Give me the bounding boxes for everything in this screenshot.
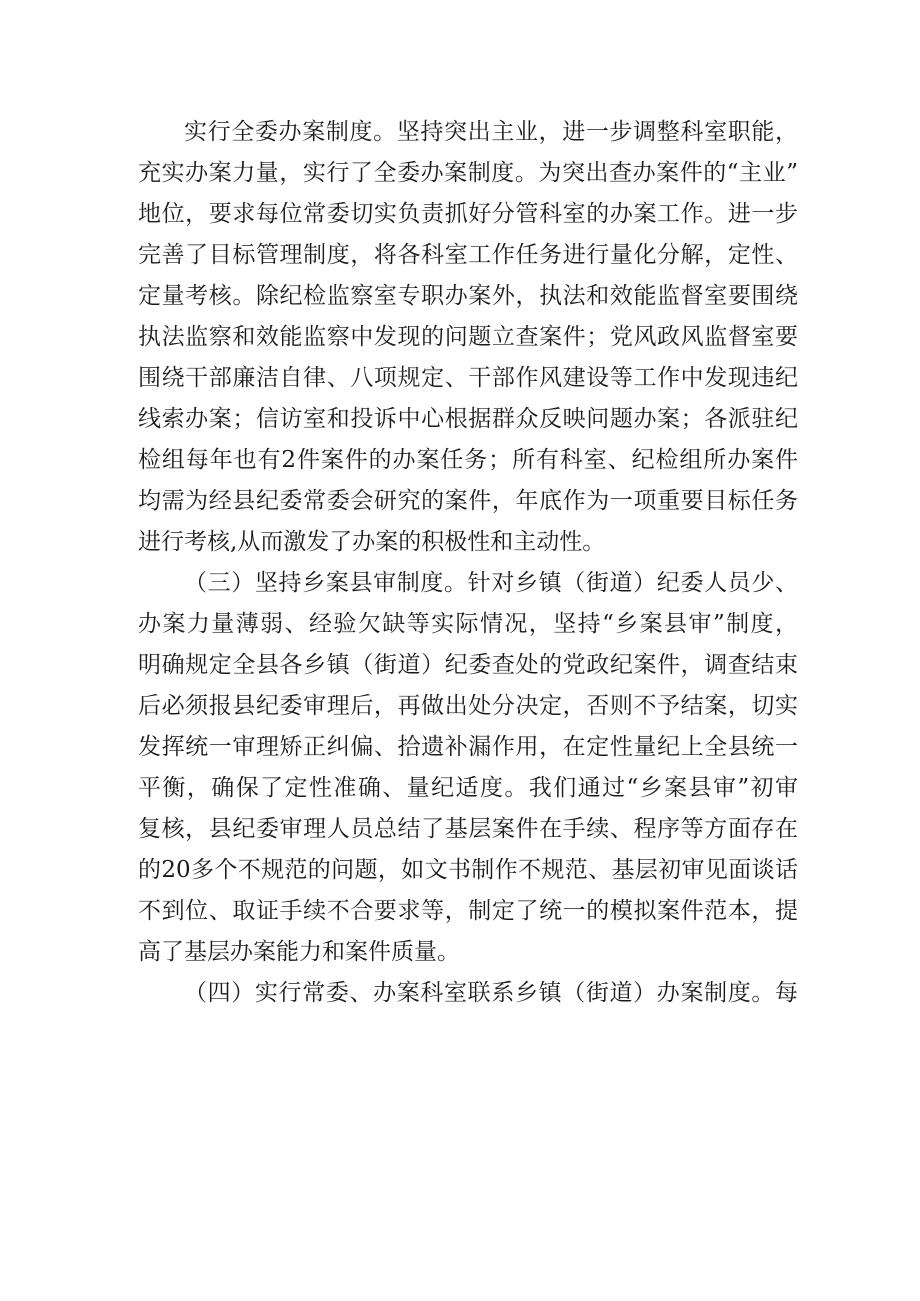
section-heading-line: （四）实行常委、办案科室联系乡镇（街道）办案制度。每: [184, 980, 798, 1006]
text-line: 平衡，确保了定性准确、量纪适度。我们通过“乡案县审”初审: [138, 775, 798, 801]
text-line: 办案力量薄弱、经验欠缺等实际情况，坚持“乡案县审”制度，: [138, 611, 798, 637]
text-line: 发挥统一审理矫正纠偏、拾遗补漏作用，在定性量纪上全县统一: [138, 734, 798, 760]
text-line: 明确规定全县各乡镇（街道）纪委查处的党政纪案件，调查结束: [138, 652, 798, 678]
text-line: 不到位、取证手续不合要求等，制定了统一的模拟案件范本，提: [138, 898, 798, 924]
text-line: 地位，要求每位常委切实负责抓好分管科室的办案工作。进一步: [138, 201, 798, 227]
text-line: 定量考核。除纪检监察室专职办案外，执法和效能监督室要围绕: [138, 283, 798, 309]
text-line: 检组每年也有2件案件的办案任务；所有科室、纪检组所办案件: [138, 447, 798, 473]
text-line: 实行全委办案制度。坚持突出主业，进一步调整科室职能，: [184, 119, 798, 145]
text-line: 围绕干部廉洁自律、八项规定、干部作风建设等工作中发现违纪: [138, 365, 798, 391]
text-line: 复核，县纪委审理人员总结了基层案件在手续、程序等方面存在: [138, 816, 798, 842]
text-line: 均需为经县纪委常委会研究的案件，年底作为一项重要目标任务: [138, 488, 798, 514]
text-line: 进行考核,从而激发了办案的积极性和主动性。: [138, 529, 606, 555]
section-heading-line: （三）坚持乡案县审制度。针对乡镇（街道）纪委人员少、: [184, 570, 798, 596]
text-line: 的20多个不规范的问题，如文书制作不规范、基层初审见面谈话: [138, 857, 798, 883]
text-line: 充实办案力量，实行了全委办案制度。为突出查办案件的“主业”: [138, 160, 798, 186]
text-line: 高了基层办案能力和案件质量。: [138, 939, 460, 965]
text-line: 执法监察和效能监察中发现的问题立查案件；党风政风监督室要: [138, 324, 798, 350]
text-line: 后必须报县纪委审理后，再做出处分决定，否则不予结案，切实: [138, 693, 798, 719]
text-line: 完善了目标管理制度，将各科室工作任务进行量化分解，定性、: [138, 242, 798, 268]
text-line: 线索办案；信访室和投诉中心根据群众反映问题办案；各派驻纪: [138, 406, 798, 432]
